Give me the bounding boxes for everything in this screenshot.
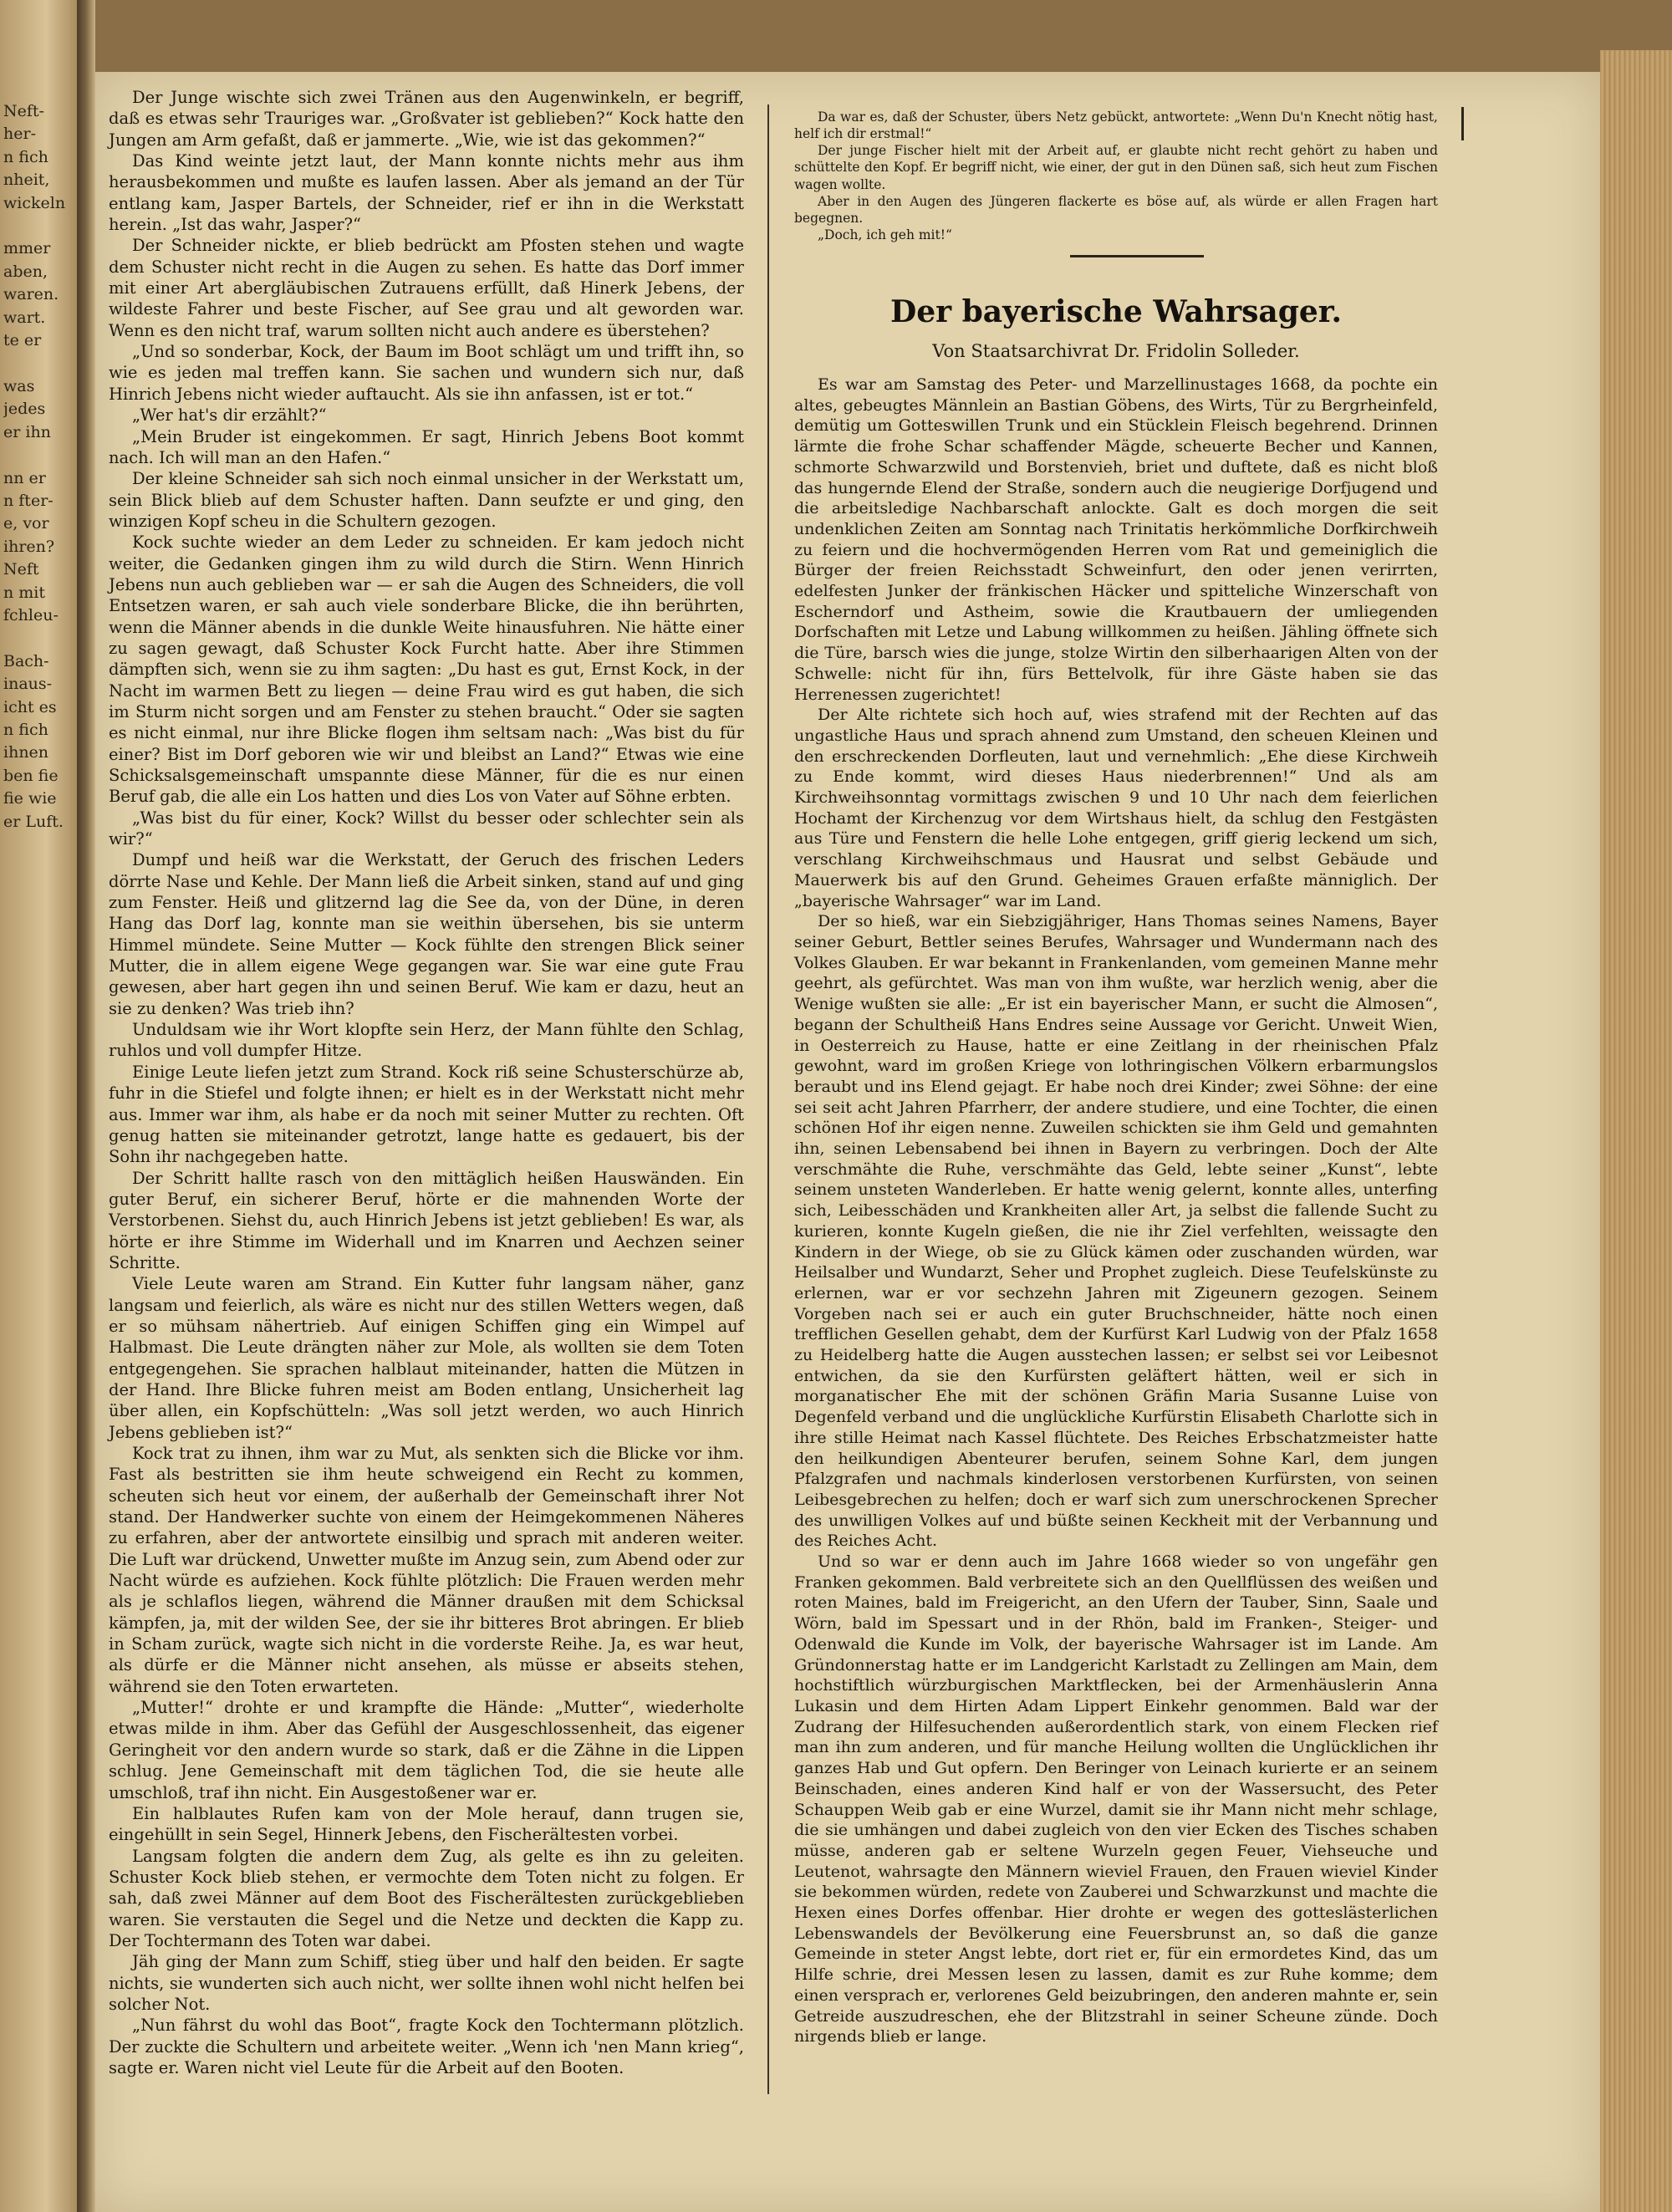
margin-fragment: n mit: [3, 583, 46, 602]
story-paragraph: Der Schritt hallte rasch von den mittäglich heißen Hauswänden. Ein guter Beruf, ein sicherer Beruf, hörte er die mahnenden Worte der Verstorbenen. Siehst du, auch Hinrich Jebens ist jetzt geblieben! Es war, als hörte er ihre Stimme im Widerhall und im Knarren und Aechzen seiner Schritte.: [109, 1168, 744, 1272]
story-paragraph: Kock suchte wieder an dem Leder zu schneiden. Er kam jedoch nicht weiter, die Gedanken gingen ihm zu wild durch die Stirn. Wenn Hinrich Jebens nun auch geblieben war — er sah die Augen des Schneiders, die voll Entsetzen waren, er sah auch viele sonderbare Blicke, die ihn berührten, wenn die Männer abends in die dunkle Weite hinausfuhren. Nie hätte einer zu sagen gewagt, daß Schuster Kock Furcht hatte. Aber ihre Stimmen dämpften sich, wenn sie zu ihm sagten: „Du hast es gut, Ernst Kock, in der Nacht im warmen Bett zu liegen — deine Frau wird es gut haben, die sich im Sturm nicht sorgen und am Fenster zu stehen braucht.“ Oder sie sagten es nicht einmal, nur ihre Blicke flogen ihm seltsam nach: „Was bist du für einer? Bist im Dorf geboren wie wir und bleibst an Land?“ Etwas wie eine Schicksalsgemeinschaft umspannte diese Männer, für die es nur einen Beruf gab, die alle ein Los hatten und dies Los von Vater auf Söhne erbten.: [109, 533, 744, 807]
margin-fragment: [3, 215, 74, 237]
margin-fragment: jedes: [3, 400, 46, 419]
margin-fragment: te er: [3, 331, 42, 350]
article-title: Der bayerische Wahrsager.: [890, 294, 1343, 329]
article-paragraph: Der so hieß, war ein Siebzigjähriger, Hans Thomas seines Namens, Bayer seiner Geburt, Bettler seines Berufes, Wahrsager und Wundermann nach des Volkes Glauben. Er war bekannt in Frankenlanden, vom gemeinen Manne mehr geehrt, als gefürchtet. Was man von ihm wußte, war herzlich wenig, aber die Wenige wußten sie alle: „Er ist ein bayerischer Mann, er sucht die Almosen“, begann der Schultheiß Hans Endres seine Aussage vor Gericht. Unweit Wien, in Oesterreich zu Hause, hatte er eine Zeitlang in der rheinischen Pfalz gewohnt, ward im großen Kriege von lothringischen Völkern erbarmungslos beraubt und ins Elend gejagt. Er habe noch drei Kinder; zwei Söhne: der eine sei seit acht Jahren Pfarrherr, der andere studiere, und eine Tochter, die einen schönen Hof ihr eigen nenne. Zuweilen schickten sie ihm Geld und gemahnten ihn, seinen Lebensabend bei ihnen in Bayern zu verbringen. Doch der Alte verschmähte die Ruhe, verschmähte das Geld, lebte seiner „Kunst“, lebte seinem unsteten Wanderleben. Er hatte wenig gelernt, konnte alles, unterfing sich, Leibesschäden und Krankheiten aller Art, ja selbst die fallende Sucht zu kurieren, konnte Kugeln gießen, die nie ihr Ziel verfehlten, weissagte den Kindern in der Wiege, ob sie zu Glück kämen oder zuschanden würden, war Heilsalber und Wundarzt, Seher und Prophet zugleich. Diese Teufelskünste zu erlernen, war er vor sechzehn Jahren mit Zigeunern gezogen. Seinem Vorgeben nach sei er auch ein guter Bruchschneider, hätte noch einen trefflichen Gesellen gehabt, dem der Kurfürst Karl Ludwig von der Pfalz 1658 zu Heidelberg hatte die Augen ausstechen lassen; er selbst sei vor Leibesnot entwichen, da sie den Kurfürsten geläftert hätten, weil er sich in morganatischer Ehe mit der schönen Gräfin Maria Susanne Luise von Degenfeld verband und die unglückliche Kurfürstin Elisabeth Charlotte sich in ihre stille Heimat nach Kassel flüchtete. Des Reiches Erbschatzmeister hatte den heilkundigen Abenteurer berufen, seinem Sohne Karl, dem jungen Pfalzgrafen und nachmals kinderlosen verstorbenen Kurfürsten, von seinen Leibesgebrechen zu helfen; doch er warf sich zum unerschrockenen Sprecher des unwilligen Volkes auf und büßte seinen Keckheit mit der Verbannung und des Reiches Acht.: [794, 912, 1438, 1551]
article-paragraph: Der Alte richtete sich hoch auf, wies strafend mit der Rechten auf das ungastliche Haus und sprach ahnend zum Umstand, den scheuen Kleinen und den erschreckenden Dorfleuten, laut und vernehmlich: „Ehe diese Kirchweih zu Ende kommt, wird dieses Haus niederbrennen!“ Und als am Kirchweihsonntag vormittags zwischen 9 und 10 Uhr nach dem feierlichen Hochamt der Kirchenzug vor dem Wirtshaus hielt, da schlug den Festgästen aus Türe und Fenstern die helle Lohe entgegen, griff gierig leckend um sich, verschlang Kirchweihschmaus und Hausrat und selbst Gebäude und Mauerwerk bis auf den Grund. Geheimes Grauen erfaßte männiglich. Der „bayerische Wahrsager“ war im Land.: [794, 706, 1438, 910]
story-paragraph: Der kleine Schneider sah sich noch einmal unsicher in der Werkstatt um, sein Blick blieb auf dem Schuster haften. Dann seufzte er und ging, den winzigen Kopf scheu in die Schultern gezogen.: [109, 469, 744, 531]
story-ending-block: [794, 109, 1438, 243]
margin-fragment: [3, 444, 74, 466]
story-paragraph: „Doch, ich geh mit!“: [818, 227, 952, 243]
article-paragraph: Und so war er denn auch im Jahre 1668 wieder so von ungefähr gen Franken gekommen. Bald verbreitete sich an den Quellflüssen des weißen und roten Maines, bald im Freigericht, an den Ufern der Tauber, Sinn, Saale und Wörn, bald im Spessart und in der Rhön, bald im Franken-, Steiger- und Odenwald die Kunde im Volk, der bayerische Wahrsager ist im Lande. Am Gründonnerstag hatte er im Landgericht Karlstadt zu Zellingen am Main, dem hochstiftlich würzburgischen Marktflecken, bei der Armenhäuslerin Anna Lukasin und dem Hirten Adam Lippert Einkehr genommen. Bald war der Zudrang der Hilfesuchenden außerordentlich stark, von einem Flecken rief man ihn zum anderen, und für manche Heilung wollten die Unglücklichen ihr ganzes Hab und Gut opfern. Den Beringer von Leinach kurierte er an seinem Beinschaden, eines anderen Kind half er von der Wassersucht, des Peter Schauppen Weib gab er eine Wurzel, damit sie ihr Mann nicht mehr schlage, die sie umhängen und dabei zugleich von den vier Ecken des Tisches schaben müsse, anderen gab er seltene Wurzeln gegen Feuer, Viehseuche und Leutenot, wahrsagte den Männern wieviel Frauen, den Frauen wieviel Kinder sie bekommen würden, redete von Zauberei und Schwarzkunst und machte die Hexen eines Dorfes offenbar. Hier drohte er wegen des gotteslästerlichen Lebenswandels der Bevölkerung eine Feuersbrunst an, so daß die ganze Gemeinde in steter Angst lebte, dort riet er, für ein ermordetes Kind, das um Hilfe schrie, drei Messen lesen zu lassen, damit es zur Ruhe komme; dem einen versprach er, verlorenes Geld beizubringen, den anderen mahnte er, sein Getreide auszudreschen, ehe der Blitzstrahl in seiner Scheune zünde. Doch nirgends blieb er lange.: [794, 1552, 1438, 2046]
margin-fragment: [3, 352, 74, 375]
margin-bracket: [1461, 107, 1476, 140]
margin-fragment: n fich: [3, 147, 48, 166]
book-page-edges: [1600, 50, 1672, 2212]
margin-fragment: her-: [3, 125, 36, 144]
margin-fragment: aben,: [3, 262, 48, 281]
story-paragraph: Unduldsam wie ihr Wort klopfte sein Herz, der Mann fühlte den Schlag, ruhlos und voll dumpfer Hitze.: [109, 1020, 744, 1061]
margin-fragment: fchleu-: [3, 605, 59, 624]
margin-fragment: Neft-: [3, 102, 44, 120]
story-paragraph: Dumpf und heiß war die Werkstatt, der Geruch des frischen Leders dörrte Nase und Kehle. Der Mann ließ die Arbeit sinken, stand auf und ging zum Fenster. Heiß und glitzernd lag die See da, von der Düne, in deren Hang das Dorf lag, konnte man sie weithin übersehen, bis sie unterm Himmel mündete. Seine Mutter — Kock fühlte den strengen Blick seiner Mutter, die in allem eigene Wege gegangen war. Sie war eine gute Frau gewesen, aber hart gegen ihn und seinen Beruf. Wie kam er dazu, heut an sie zu denken? Was trieb ihn?: [109, 850, 744, 1018]
story-paragraph: Der junge Fischer hielt mit der Arbeit auf, er glaubte nicht recht gehört zu haben und schüttelte den Kopf. Er begriff nicht, wie einer, der gut in den Dünen saß, sich heut zum Fischen wagen wollte.: [794, 143, 1438, 192]
margin-fragment: er ihn: [3, 422, 51, 441]
margin-fragment: nn er: [3, 468, 46, 487]
story-paragraph: Ein halblautes Rufen kam von der Mole herauf, dann trugen sie, eingehüllt in sein Segel, Hinnerk Jebens, den Fischerältesten vorbei.: [109, 1803, 744, 1845]
story-paragraph: Da war es, daß der Schuster, übers Netz gebückt, antwortete: „Wenn Du'n Knecht nötig hast, helf ich dir erstmal!“: [794, 110, 1438, 142]
margin-fragment: ihnen: [3, 743, 49, 762]
margin-fragment: wart.: [3, 308, 46, 327]
book-gutter: [77, 0, 95, 2212]
margin-fragment: nheit,: [3, 171, 50, 190]
article-byline: Von Staatsarchivrat Dr. Fridolin Solleder.: [932, 341, 1300, 361]
story-paragraph: „Und so sonderbar, Kock, der Baum im Boot schlägt um und trifft ihn, so wie es jeden mal treffen kann. Sie sachen und wundern sich nur, daß Hinrich Jebens nicht wieder auftaucht. Als sie ihn anfassen, ist er tot.“: [109, 342, 744, 404]
adjacent-page-edge: [0, 0, 77, 2212]
margin-fragment: n fter-: [3, 491, 54, 510]
story-paragraph: Kock trat zu ihnen, ihm war zu Mut, als senkten sich die Blicke vor ihm. Fast als bestritten sie ihm heute schweigend ein Recht zu kommen, scheuten sich heut vor einem, der außerhalb der Gemeinschaft ihrer Not stand. Der Handwerker suchte von einem der Heimgekommenen Näheres zu erfahren, aber der antwortete einsilbig und sprach mit anderen weiter. Die Luft war drückend, Unwetter mußte im Anzug sein, zum Abend oder zur Nacht würde es aufziehen. Kock fühlte plötzlich: Die Frauen werden mehr als je schlaflos liegen, während die Männer draußen mit dem Schicksal kämpfen, ja, mit der wilden See, der sie ihr bitteres Brot abringen. Er blieb in Scham zurück, wagte sich nicht in die vorderste Reihe. Ja, es war heut, als dürfe er die Männer nicht ansehen, als müsse er abseits stehen, während sie den Toten erwarteten.: [109, 1444, 744, 1696]
adjacent-page-fragments: [3, 100, 74, 833]
story-paragraph: Jäh ging der Mann zum Schiff, stieg über und half den beiden. Er sagte nichts, sie wunderten sich auch nicht, wer sollte ihnen wohl nicht helfen bei solcher Not.: [109, 1952, 744, 2014]
story-paragraph: Der Schneider nickte, er blieb bedrückt am Pfosten stehen und wagte dem Schuster nicht recht in die Augen zu sehen. Es hatte das Dorf immer mit einer Art abergläubischen Zutrauens erfüllt, daß Hinerk Jebens, der wildeste Fahrer und beste Fischer, auf See grau und alt geworden war. Wenn es den nicht traf, warum sollten nicht auch andere es überstehen?: [109, 236, 744, 340]
story-paragraph: Langsam folgten die andern dem Zug, als gelte es ihn zu geleiten. Schuster Kock blieb stehen, er vermochte dem Toten nicht zu folgen. Er sah, daß zwei Männer auf dem Boot des Fischerältesten zurückgeblieben waren. Sie verstauten die Segel und die Netze und deckten die Kapp zu. Der Tochtermann des Toten war dabei.: [109, 1846, 744, 1950]
article-body: [794, 375, 1438, 2047]
margin-fragment: wickeln: [3, 193, 66, 212]
margin-fragment: waren.: [3, 285, 59, 304]
story-paragraph: „Was bist du für einer, Kock? Willst du besser oder schlechter sein als wir?“: [109, 808, 744, 849]
margin-fragment: inaus-: [3, 675, 53, 694]
story-paragraph: Aber in den Augen des Jüngeren flackerte es böse auf, als würde er allen Fragen hart begegnen.: [794, 193, 1438, 226]
margin-fragment: Neft: [3, 560, 39, 579]
section-separator: [1070, 255, 1204, 257]
margin-fragment: icht es: [3, 697, 57, 716]
story-paragraph: „Wer hat's dir erzählt?“: [132, 405, 327, 426]
margin-fragment: [3, 627, 74, 650]
margin-fragment: mmer: [3, 239, 51, 258]
margin-fragment: was: [3, 376, 35, 395]
story-paragraph: Das Kind weinte jetzt laut, der Mann konnte nichts mehr aus ihm herausbekommen und mußte es laufen lassen. Aber als jemand an der Tür entlang kam, Jasper Bartels, der Schneider, rief er ihn in die Werkstatt herein. „Ist das wahr, Jasper?“: [109, 151, 744, 235]
story-paragraph: Viele Leute waren am Strand. Ein Kutter fuhr langsam näher, ganz langsam und feierlich, als wäre es nicht nur des stillen Wetters wegen, daß er so mühsam nähertrieb. Auf einigen Schiffen ging ein Wimpel auf Halbmast. Die Leute drängten näher zur Mole, als wollten sie dem Toten entgegengehen. Sie sprachen halblaut miteinander, hatten die Mützen in der Hand. Ihre Blicke fuhren meist am Boden entlang, Unsicherheit lag über allen, ein Kopfschütteln: „Was soll jetzt werden, wo auch Hinrich Jebens geblieben ist?“: [109, 1274, 744, 1442]
story-continuation-column: [109, 87, 744, 2078]
story-paragraph: „Mein Bruder ist eingekommen. Er sagt, Hinrich Jebens Boot kommt nach. Ich will man an den Hafen.“: [109, 426, 744, 467]
margin-fragment: ihren?: [3, 537, 55, 556]
margin-fragment: ben fie: [3, 766, 59, 785]
margin-fragment: er Luft.: [3, 812, 64, 831]
margin-fragment: n fich: [3, 720, 48, 739]
article-paragraph: Es war am Samstag des Peter- und Marzellinustages 1668, da pochte ein altes, gebeugtes Männlein an Bastian Göbens, des Wirts, Tür zu Bergrheinfeld, demütig um Gotteswillen Trunk und ein Stücklein Fleisch begehrend. Drinnen lärmte die frohe Schar schaffender Mägde, scheuerte Becher und Kannen, schmorte Schwarzwild und Borstenvieh, briet und duftete, daß es nicht bloß das hungernde Elend der Straße, sondern auch die neugierige Dorfjugend und die arbeitsledige Nachbarschaft anlockte. Galt es doch morgen die seit undenklichen Zeiten am Sonntag nach Trinitatis herkömmliche Dorfkirchweih zu feiern und die hochvermögenden Herren vom Rat und gemeiniglich die Bürger der freien Reichsstadt Schweinfurt, den oder jenen verirrten, edelfesten Junker der fränkischen Häcker und spitteliche Winzerschaft von Escherndorf und Astheim, sowie die Krautbauern der umliegenden Dorfschaften mit Letze und Labung willkommen zu heißen. Jähling öffnete sich die Türe, barsch wies die junge, stolze Wirtin den silberhaarigen Alten von der Schwelle: nicht für ihn, fürs Bettelvolk, für ihre Gäste haben sie das Herrenessen zugerichtet!: [794, 375, 1438, 704]
story-paragraph: Einige Leute liefen jetzt zum Strand. Kock riß seine Schusterschürze ab, fuhr in die Stiefel und folgte ihnen; er hielt es in der Werkstatt nicht mehr aus. Immer war ihm, als habe er da noch mit seiner Mutter zu rechten. Oft genug hatten sie miteinander getrotzt, lange hatte es gedauert, bis der Sohn ihr nachgegeben hatte.: [109, 1062, 744, 1167]
margin-fragment: fie wie: [3, 789, 57, 808]
margin-fragment: Bach-: [3, 651, 49, 670]
column-rule: [767, 104, 769, 2094]
story-paragraph: „Nun fährst du wohl das Boot“, fragte Kock den Tochtermann plötzlich. Der zuckte die Schultern und arbeitete weiter. „Wenn ich 'nen Mann krieg“, sagte er. Waren nicht viel Leute für die Arbeit auf den Booten.: [109, 2016, 744, 2077]
story-paragraph: „Mutter!“ drohte er und krampfte die Hände: „Mutter“, wiederholte etwas milde in ihm. Aber das Gefühl der Ausgeschlossenheit, das eigener Geringheit vor den andern wurde so stark, daß er die Zähne in die Lippen schlug. Jene Gemeinschaft mit dem täglichen Tod, die sie heute alle umschloß, traf ihn nicht. Ein Ausgestoßener war er.: [109, 1698, 744, 1802]
story-paragraph: Der Junge wischte sich zwei Tränen aus den Augenwinkeln, er begriff, daß es etwas sehr Trauriges war. „Großvater ist geblieben?“ Kock hatte den Jungen am Arm gefaßt, daß er jammerte. „Wie, wie ist das gekommen?“: [109, 88, 744, 150]
margin-fragment: e, vor: [3, 514, 49, 533]
